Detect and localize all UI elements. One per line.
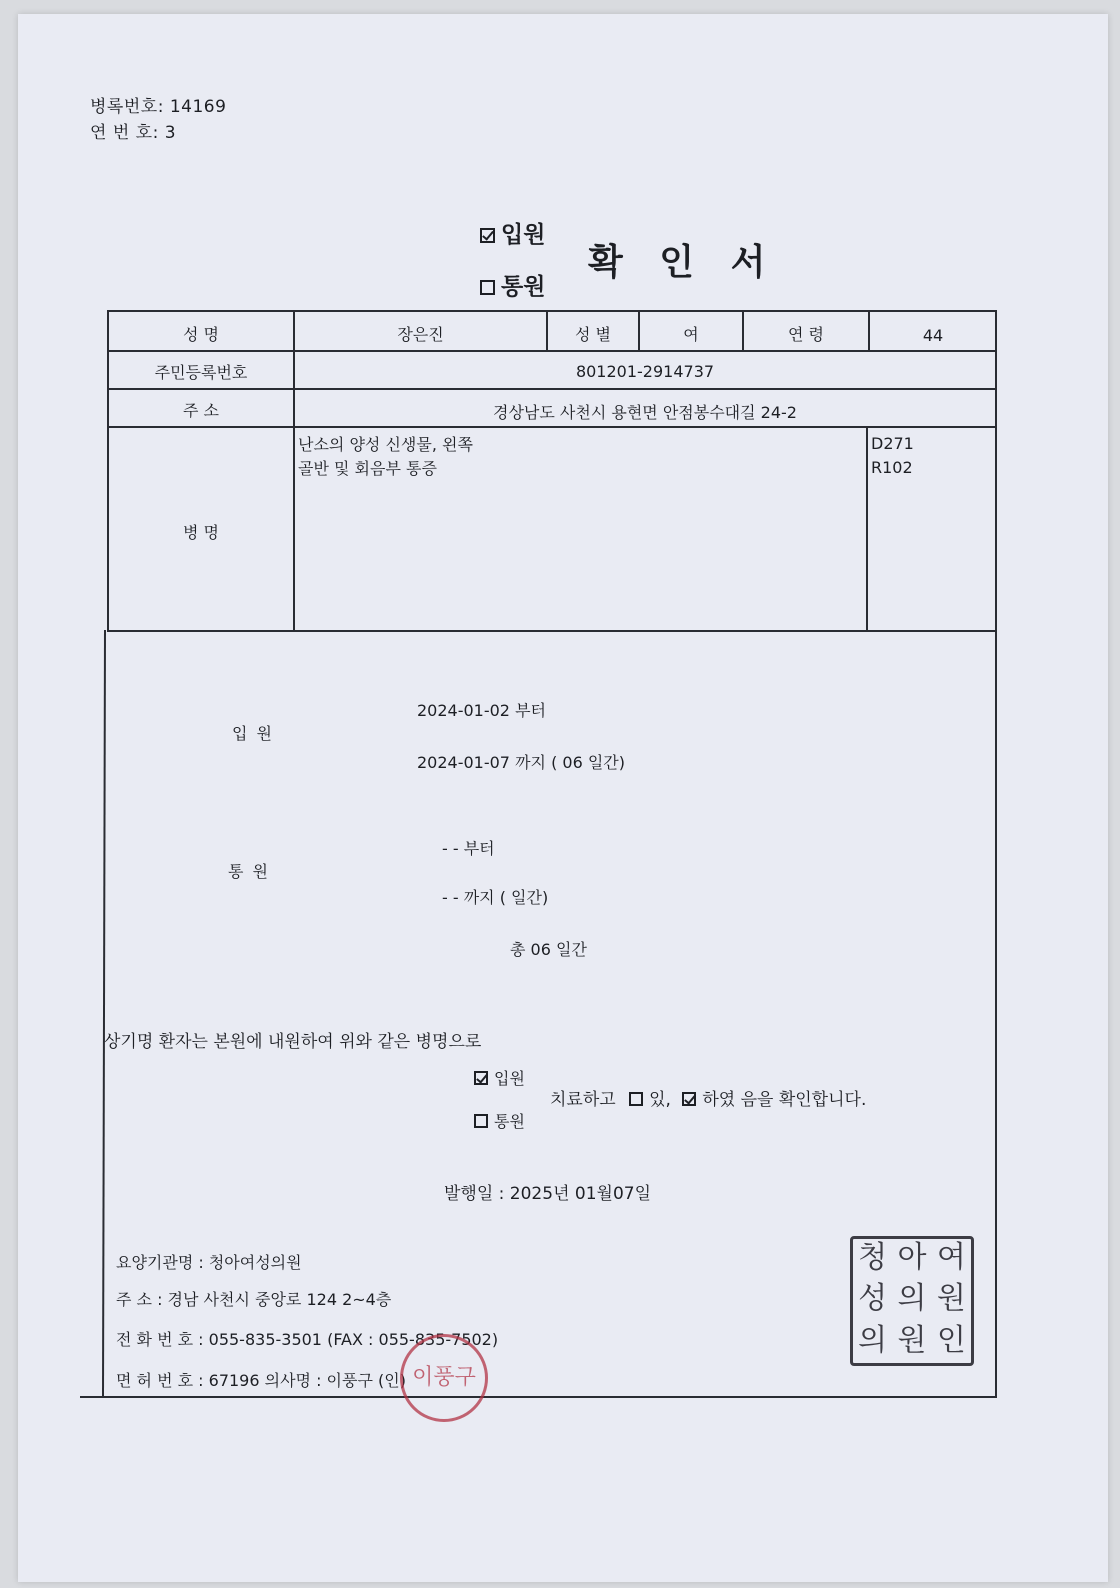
checked-box-icon: [474, 1071, 488, 1085]
serial-number-label: 연 번 호:: [90, 123, 159, 143]
statement-inpatient-label: 입원: [494, 1069, 525, 1088]
inpatient-to: 2024-01-07 까지 ( 06 일간): [417, 753, 625, 772]
ongoing-text: 있,: [649, 1090, 671, 1110]
doctor-seal: 이풍구: [400, 1334, 488, 1422]
col-divider: [293, 310, 295, 632]
issue-date: 발행일 : 2025년 01월07일: [444, 1184, 651, 1204]
col-divider: [866, 426, 868, 632]
empty-box-icon: [474, 1114, 488, 1128]
table-left-border: [107, 310, 109, 632]
seal-char: 의: [858, 1322, 888, 1358]
title-outpatient-label: 통원: [501, 274, 546, 300]
lower-left-border: [102, 630, 106, 1398]
disease-code-1: D271: [871, 434, 914, 453]
clinic-address: 주 소 : 경남 사천시 중앙로 124 2~4층: [116, 1290, 392, 1309]
document-sheet: [18, 14, 1108, 1582]
statement-ending: [550, 1085, 866, 1110]
age-label: 연 령: [788, 325, 824, 344]
serial-number-value: 3: [164, 123, 177, 143]
clinic-phone: 전 화 번 호 : 055-835-3501 (FAX : 055-835-7502): [116, 1330, 499, 1349]
treat-text: 치료하고: [550, 1090, 616, 1110]
total-days: 총 06 일간: [510, 940, 587, 959]
outpatient-to: - - 까지 ( 일간): [442, 888, 549, 907]
serial-number: [90, 118, 176, 143]
statement-outpatient-label: 통원: [494, 1112, 525, 1131]
outpatient-from: - - 부터: [442, 839, 495, 858]
checked-box-icon: [480, 228, 495, 243]
patient-name: 장은진: [397, 325, 444, 344]
document-title: 확 인 서: [588, 242, 778, 283]
patient-age: 44: [922, 326, 944, 345]
lower-bottom-border: [80, 1396, 997, 1398]
seal-char: 아: [897, 1240, 927, 1275]
table-top-border: [107, 310, 997, 312]
clinic-name: 요양기관명 : 청아여성의원: [116, 1253, 302, 1272]
disease-name-line1: 난소의 양성 신생물, 왼쪽: [298, 435, 473, 454]
patient-rrn: 801201-2914737: [575, 362, 715, 381]
seal-char: 의: [897, 1281, 927, 1317]
rrn-label: 주민등록번호: [154, 363, 248, 382]
row-divider: [107, 630, 997, 632]
empty-box-icon: [480, 280, 495, 295]
row-divider: [107, 426, 997, 428]
statement-inpatient-option: [474, 1066, 525, 1089]
clinic-seal: [850, 1236, 974, 1366]
patient-sex: 여: [683, 325, 699, 344]
checked-box-icon: [682, 1092, 696, 1106]
row-divider: [107, 350, 997, 352]
title-inpatient-option: [480, 216, 545, 249]
lower-right-border: [995, 630, 997, 1398]
seal-char: 여: [936, 1240, 966, 1275]
statement-line: 상기명 환자는 본원에 내원하여 위와 같은 병명으로: [104, 1032, 482, 1052]
disease-name-line2: 골반 및 회음부 통증: [298, 459, 437, 478]
name-label: 성 명: [183, 325, 219, 344]
patient-address: 경상남도 사천시 용현면 안점봉수대길 24-2: [493, 403, 797, 422]
seal-char: 인: [936, 1322, 966, 1358]
done-text: 하였 음을 확인합니다.: [702, 1090, 867, 1110]
row-divider: [107, 388, 997, 390]
seal-char: 성: [858, 1281, 888, 1317]
sex-label: 성 별: [575, 325, 611, 344]
disease-label: 병 명: [183, 523, 219, 542]
seal-char: 원: [936, 1281, 966, 1317]
table-right-border: [995, 310, 997, 632]
empty-box-icon: [629, 1092, 643, 1106]
seal-char: 청: [858, 1240, 888, 1275]
inpatient-period-label: 입 원: [232, 724, 274, 743]
title-inpatient-label: 입원: [501, 222, 546, 248]
record-number-label: 병록번호:: [90, 97, 164, 117]
disease-code-2: R102: [871, 458, 913, 477]
doctor-license: 면 허 번 호 : 67196 의사명 : 이풍구 (인): [116, 1371, 406, 1390]
record-number: [90, 92, 226, 117]
statement-outpatient-option: [474, 1109, 525, 1132]
address-label: 주 소: [183, 401, 219, 420]
inpatient-from: 2024-01-02 부터: [417, 701, 546, 720]
title-outpatient-option: [480, 268, 545, 301]
outpatient-period-label: 통 원: [228, 862, 270, 881]
record-number-value: 14169: [169, 97, 227, 117]
seal-char: 원: [897, 1322, 927, 1358]
